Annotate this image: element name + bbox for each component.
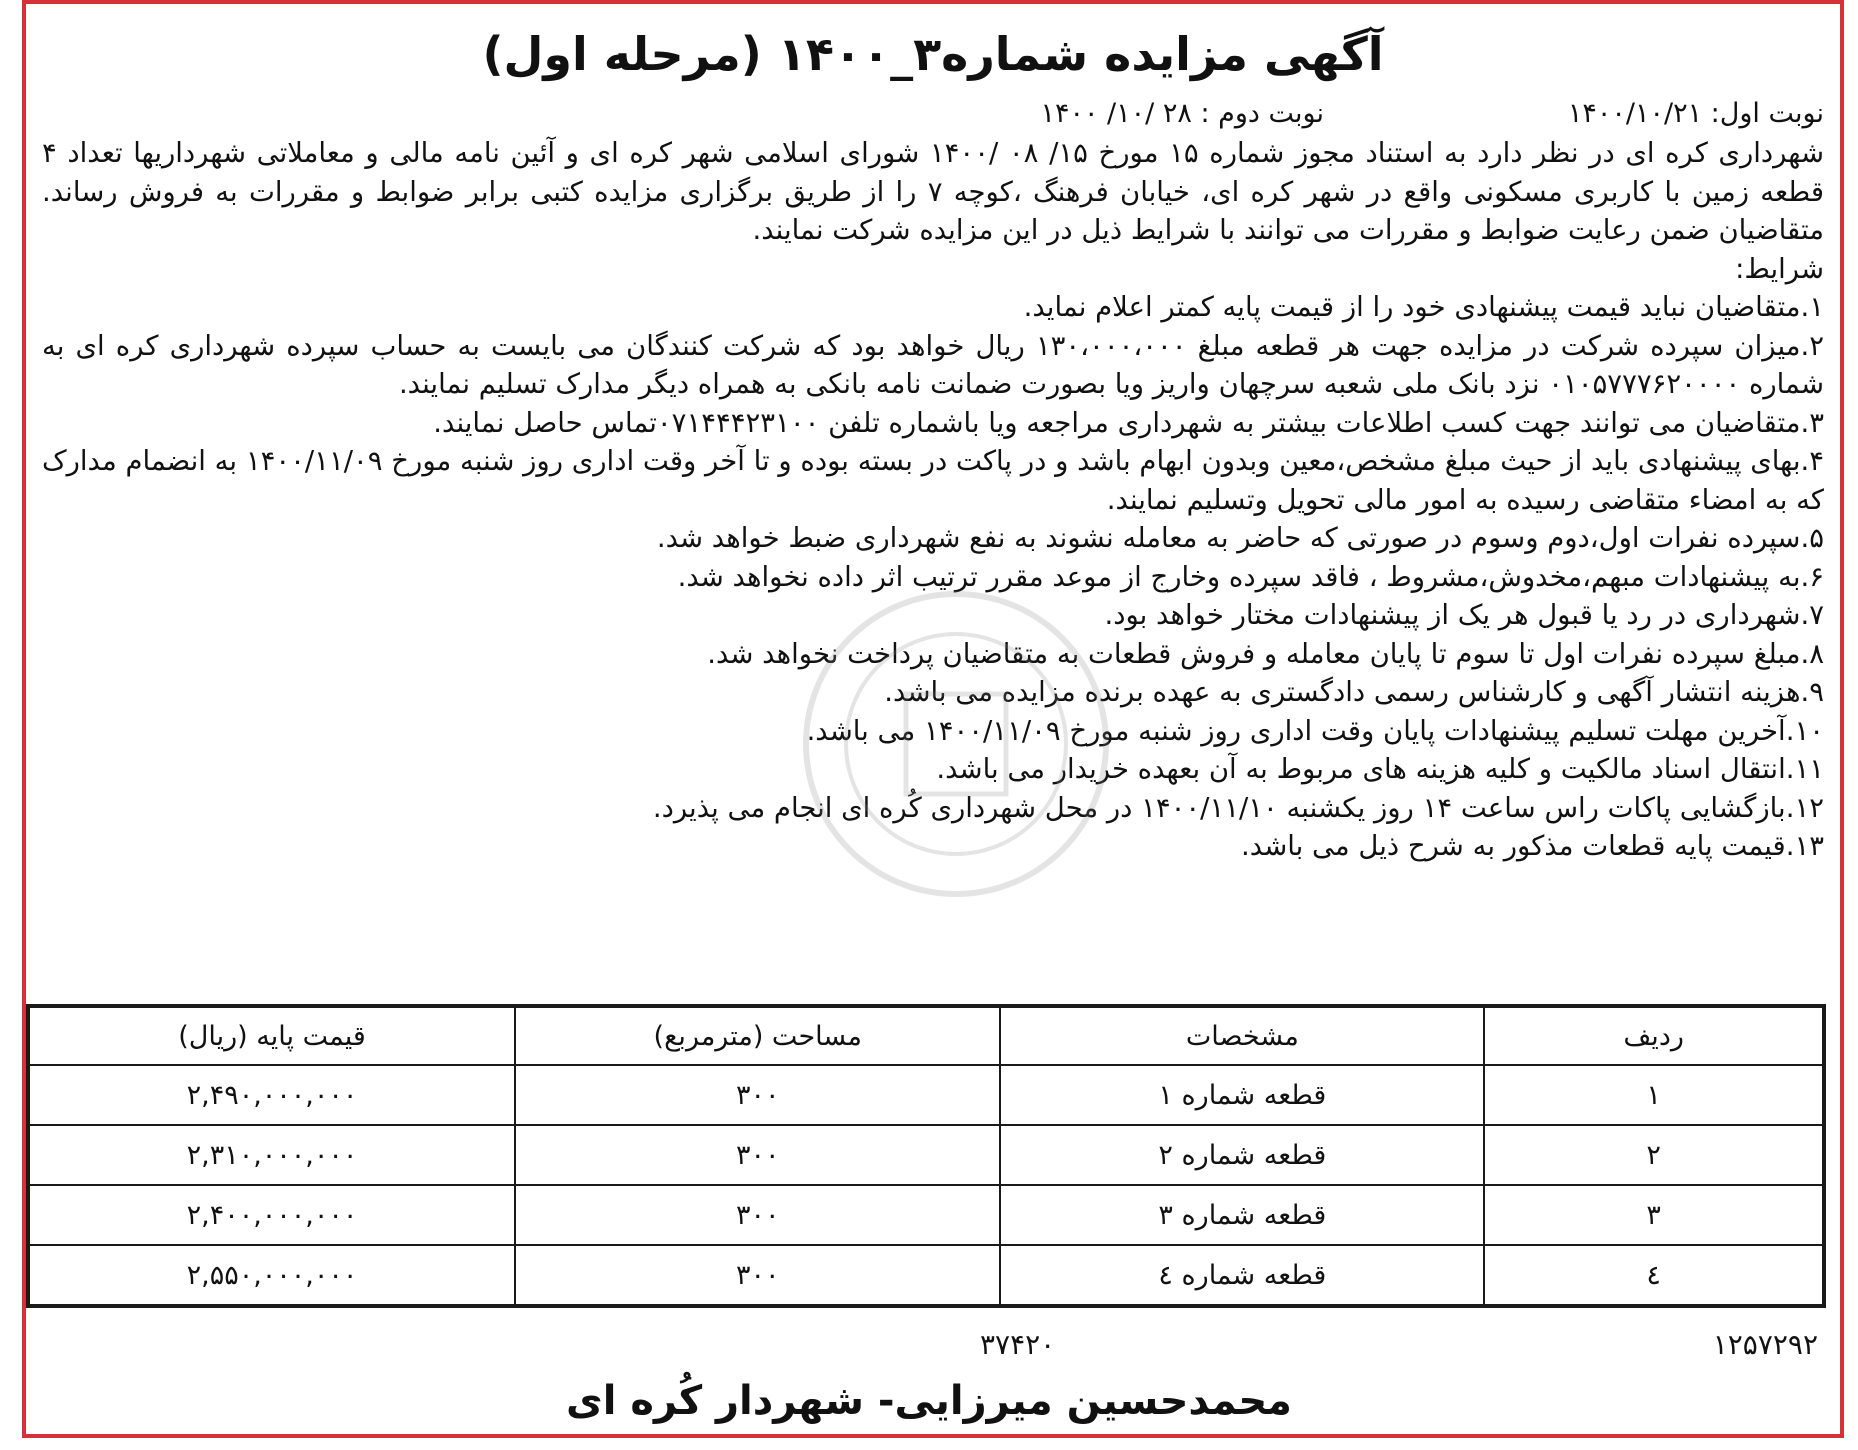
condition-item: ۶.به پیشنهادات مبهم،مخدوش،مشروط ، فاقد سپرده وخارج از موعد مقرر ترتیب اثر داده نخواهد شد. [677,560,1824,593]
condition-item: ۴.بهای پیشنهادی باید از حیث مبلغ مشخص،معین وبدون ابهام باشد و در پاکت در بسته بوده و تا آخر وقت اداری روز شنبه مورخ ۱۴۰۰/۱۱/۰۹ به انضمام مدارک که به امضاء متقاضی رسیده به امور مالی تحویل وتسلیم نمایند. [42,445,1824,516]
cell-row-number: ۳ [1484,1185,1824,1245]
cell-base-price: ۲,۵۵۰,۰۰۰,۰۰۰ [28,1245,515,1306]
condition-item: ۲.میزان سپرده شرکت در مزایده جهت هر قطعه مبلغ ۱۳۰،۰۰۰،۰۰۰ ریال خواهد بود که شرکت کنندگان می بایست به حساب سپرده شهرداری کره ای به شماره ۰۱۰۵۷۷۷۶۲۰۰۰۰ نزد بانک ملی شعبه سرچهان واریز ویا بصورت ضمانت نامه بانکی به همراه دیگر مدارک تسلیم نمایند. [42,329,1824,400]
cell-area: ۳۰۰ [515,1065,1000,1125]
condition-item: ۳.متقاضیان می توانند جهت کسب اطلاعات بیشتر به شهرداری مراجعه ویا باشماره تلفن ۰۷۱۴۴۴۲۳۱۰۰تماس حاصل نمایند. [433,406,1824,439]
condition-item: ۱۳.قیمت پایه قطعات مذکور به شرح ذیل می باشد. [1241,830,1824,862]
cell-area: ۳۰۰ [515,1185,1000,1245]
cell-area: ۳۰۰ [515,1245,1000,1306]
notice-title: آگهی مزایده شماره۳_۱۴۰۰ (مرحله اول) [482,27,1384,81]
conditions-heading: شرایط: [1735,252,1824,285]
cell-specification: قطعه شماره ۱ [1000,1065,1484,1125]
header-base-price: قیمت پایه (ریال) [28,1006,515,1065]
condition-item: ۹.هزینه انتشار آگهی و کارشناس رسمی دادگستری به عهده برنده مزایده می باشد. [884,676,1824,708]
header-specification: مشخصات [1000,1006,1484,1065]
cell-base-price: ۲,۴۹۰,۰۰۰,۰۰۰ [28,1065,515,1125]
condition-item: ۵.سپرده نفرات اول،دوم وسوم در صورتی که حاضر به معامله نشوند به نفع شهرداری ضبط خواهد شد. [656,522,1824,554]
table-row [28,1125,1824,1185]
signature-line: محمدحسین میرزایی- شهردار کُره ای [566,1378,1292,1424]
conditions-list [42,288,1824,866]
condition-item: ۱.متقاضیان نباید قیمت پیشنهادی خود را از قیمت پایه کمتر اعلام نماید. [1023,291,1824,323]
condition-item: ۷.شهرداری در رد یا قبول هر یک از پیشنهادات مختار خواهد بود. [1104,599,1824,631]
first-publication-date: نوبت اول: ۱۴۰۰/۱۰/۲۱ [1567,98,1824,129]
intro-paragraph: شهرداری کره ای در نظر دارد به استناد مجوز شماره ۱۵ مورخ ۱۵/ ۰۸ /۱۴۰۰ شورای اسلامی شهر کره ای و آئین نامه مالی و معاملاتی شهرداریها تعداد ۴ قطعه زمین با کاربری مسکونی واقع در شهر کره ای، خیابان فرهنگ ،کوچه ۷ را از طریق برگزاری مزایده کتبی برابر ضوابط و مقررات به فروش رساند. متقاضیان ضمن رعایت ضوابط و مقررات می توانند با شرایط ذیل در این مزایده شرکت نمایند. [42,137,1825,246]
condition-item: ۱۱.انتقال اسناد مالکیت و کلیه هزینه های مربوط به آن بعهده خریدار می باشد. [936,753,1824,785]
cell-row-number: ۱ [1484,1065,1824,1125]
table-row [28,1185,1824,1245]
reference-number-right: ۱۲۵۷۲۹۲ [1712,1328,1818,1361]
table-row [28,1245,1824,1306]
table-row [28,1065,1824,1125]
cell-base-price: ۲,۳۱۰,۰۰۰,۰۰۰ [28,1125,515,1185]
condition-item: ۱۲.بازگشایی پاکات راس ساعت ۱۴ روز یکشنبه ۱۴۰۰/۱۱/۱۰ در محل شهرداری کُره ای انجام می پذیرد. [652,791,1824,824]
table-header-row [28,1006,1824,1065]
cell-specification: قطعه شماره ۳ [1000,1185,1484,1245]
condition-item: ۱۰.آخرین مهلت تسلیم پیشنهادات پایان وقت اداری روز شنبه مورخ ۱۴۰۰/۱۱/۰۹ می باشد. [806,714,1824,747]
cell-base-price: ۲,۴۰۰,۰۰۰,۰۰۰ [28,1185,515,1245]
cell-row-number: ۲ [1484,1125,1824,1185]
cell-area: ۳۰۰ [515,1125,1000,1185]
cell-row-number: ٤ [1484,1245,1824,1306]
cell-specification: قطعه شماره ٤ [1000,1245,1484,1306]
reference-number-left: ۳۷۴۲۰ [980,1328,1056,1361]
base-price-table-wrapper [26,1004,1826,1308]
second-publication-date: نوبت دوم : ۲۸ /۱۰/ ۱۴۰۰ [1040,98,1324,129]
header-area: مساحت (مترمربع) [515,1006,1000,1065]
cell-specification: قطعه شماره ۲ [1000,1125,1484,1185]
publication-dates [42,94,1824,134]
condition-item: ۸.مبلغ سپرده نفرات اول تا سوم تا پایان معامله و فروش قطعات به متقاضیان پرداخت نخواهد شد. [707,637,1824,670]
base-price-table [26,1004,1826,1308]
header-row-number: ردیف [1484,1006,1824,1065]
notice-body [42,134,1824,866]
